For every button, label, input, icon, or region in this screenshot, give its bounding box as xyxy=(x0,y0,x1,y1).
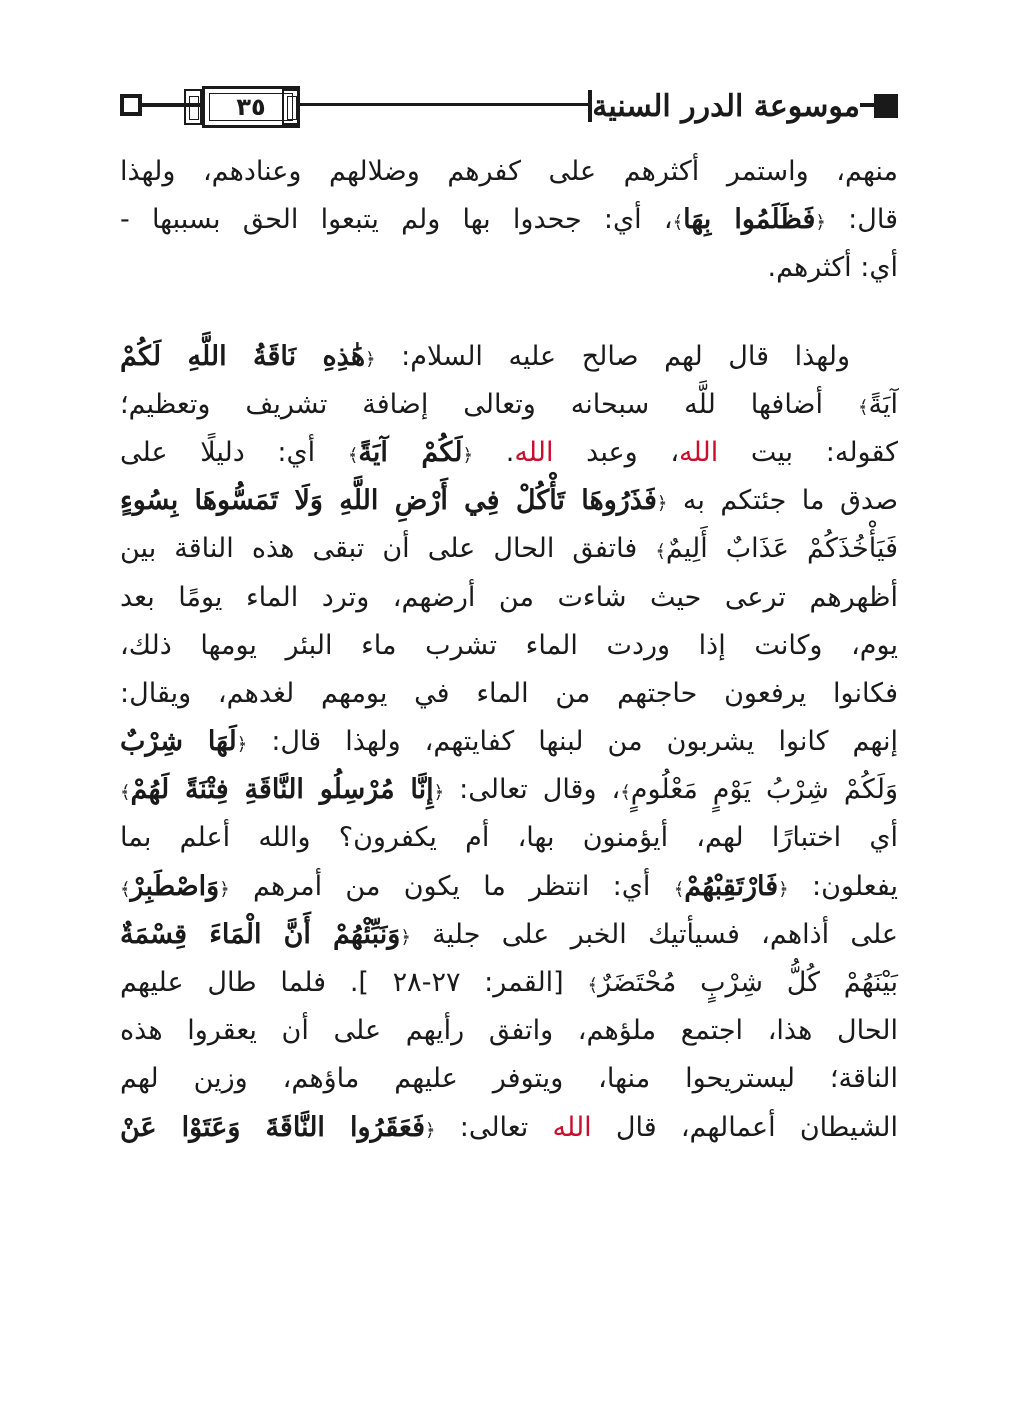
text-line: قال: ﴿فَظَلَمُوا بِهَا﴾، أي: جحدوا بها ولم يتبعوا الحق بسببها - xyxy=(120,204,898,236)
text-line: على أذاهم، فسيأتيك الخبر على جلية ﴿وَنَبِّئْهُمْ أَنَّ الْمَاءَ قِسْمَةٌ xyxy=(120,918,898,950)
quran-text: وَاصْطَبِرْ xyxy=(130,870,220,902)
ornament-knot-right xyxy=(282,89,300,125)
text-line: الناقة؛ ليستريحوا منها، ويتوفر عليهم ماؤهم، وزين لهم xyxy=(120,1063,898,1095)
quran-text: لَهَا شِرْبٌ xyxy=(120,726,237,758)
quran-text: فَظَلَمُوا بِهَا xyxy=(683,204,816,236)
text-line: منهم، واستمر أكثرهم على كفرهم وضلالهم وعنادهم، ولهذا xyxy=(120,156,898,187)
quran-text: فَذَرُوهَا تَأْكُلْ فِي أَرْضِ اللَّهِ وَلَا تَمَسُّوهَا بِسُوءٍ xyxy=(120,485,657,517)
text-line: أظهرهم ترعى حيث شاءت من أرضهم، وترد الماء يومًا بعد xyxy=(120,581,898,613)
page-header xyxy=(120,82,898,134)
text-line: ولهذا قال لهم صالح عليه السلام: ﴿هَٰذِهِ نَاقَةُ اللَّهِ لَكُمْ xyxy=(120,340,850,372)
text-line: صدق ما جئتكم به ﴿فَذَرُوهَا تَأْكُلْ فِي أَرْضِ اللَّهِ وَلَا تَمَسُّوهَا بِسُوءٍ xyxy=(120,485,899,517)
text-line: بَيْنَهُمْ كُلُّ شِرْبٍ مُحْتَضَرٌ﴾ [القمر: ٢٧-٢٨ ]. فلما طال عليهم xyxy=(120,967,898,998)
quran-text: هَٰذِهِ نَاقَةُ اللَّهِ لَكُمْ xyxy=(120,340,366,372)
text-line: كقوله: بيت الله، وعبد الله. ﴿لَكُمْ آيَةً﴾ أي: دليلًا على xyxy=(120,436,899,468)
quran-text: فَارْتَقِبْهُمْ xyxy=(684,870,779,902)
text-line: وَلَكُمْ شِرْبُ يَوْمٍ مَعْلُومٍ﴾، وقال تعالى: ﴿إِنَّا مُرْسِلُو النَّاقَةِ فِتْنَةً لَهُمْ﴾ xyxy=(120,774,898,806)
header-square-outline xyxy=(120,94,142,116)
text-line: أي اختبارًا لهم، أيؤمنون بها، أم يكفرون؟ والله أعلم بما xyxy=(120,822,898,854)
header-square-solid xyxy=(874,94,898,118)
series-title: موسوعة الدرر السنية xyxy=(592,89,860,124)
ornament-knot-left xyxy=(184,89,202,125)
quran-text: لَكُمْ آيَةً xyxy=(358,436,463,468)
divine-name: الله xyxy=(679,436,719,468)
paragraph-gap xyxy=(120,293,898,333)
text-line: فَيَأْخُذَكُمْ عَذَابٌ أَلِيمٌ﴾ فاتفق الحال على أن تبقى هذه الناقة بين xyxy=(120,533,899,565)
body-text xyxy=(120,148,898,1152)
text-line: الشيطان أعمالهم، قال الله تعالى: ﴿فَعَقَرُوا النَّاقَةَ وَعَتَوْا عَنْ xyxy=(120,1111,899,1143)
text-line: يوم، وكانت إذا وردت الماء تشرب ماء البئر يومها ذلك، xyxy=(120,629,898,661)
header-rule-right xyxy=(860,103,874,107)
text-line: فكانوا يرفعون حاجتهم من الماء في يومهم لغدهم، ويقال: xyxy=(120,677,898,709)
quran-text: إِنَّا مُرْسِلُو النَّاقَةِ فِتْنَةً لَهُمْ xyxy=(130,774,434,806)
text-line: يفعلون: ﴿فَارْتَقِبْهُمْ﴾ أي: انتظر ما يكون من أمرهم ﴿وَاصْطَبِرْ﴾ xyxy=(120,870,898,902)
quran-text: فَعَقَرُوا النَّاقَةَ وَعَتَوْا عَنْ xyxy=(120,1111,425,1143)
divine-name: الله xyxy=(552,1111,592,1143)
text-line: إنهم كانوا يشربون من لبنها كفايتهم، ولهذا قال: ﴿لَهَا شِرْبٌ xyxy=(120,726,898,758)
quran-text: وَنَبِّئْهُمْ أَنَّ الْمَاءَ قِسْمَةٌ xyxy=(120,918,401,950)
text-line: أي: أكثرهم. xyxy=(767,252,898,284)
page-number: ٣٥ xyxy=(236,93,266,121)
header-rule-middle xyxy=(300,103,590,106)
text-line: الحال هذا، اجتمع ملؤهم، واتفق رأيهم على أن يعقروا هذه xyxy=(120,1015,898,1047)
text-line: آيَةً﴾ أضافها للَّه سبحانه وتعالى إضافة تشريف وتعظيم؛ xyxy=(120,388,898,420)
divine-name: الله xyxy=(514,436,554,468)
